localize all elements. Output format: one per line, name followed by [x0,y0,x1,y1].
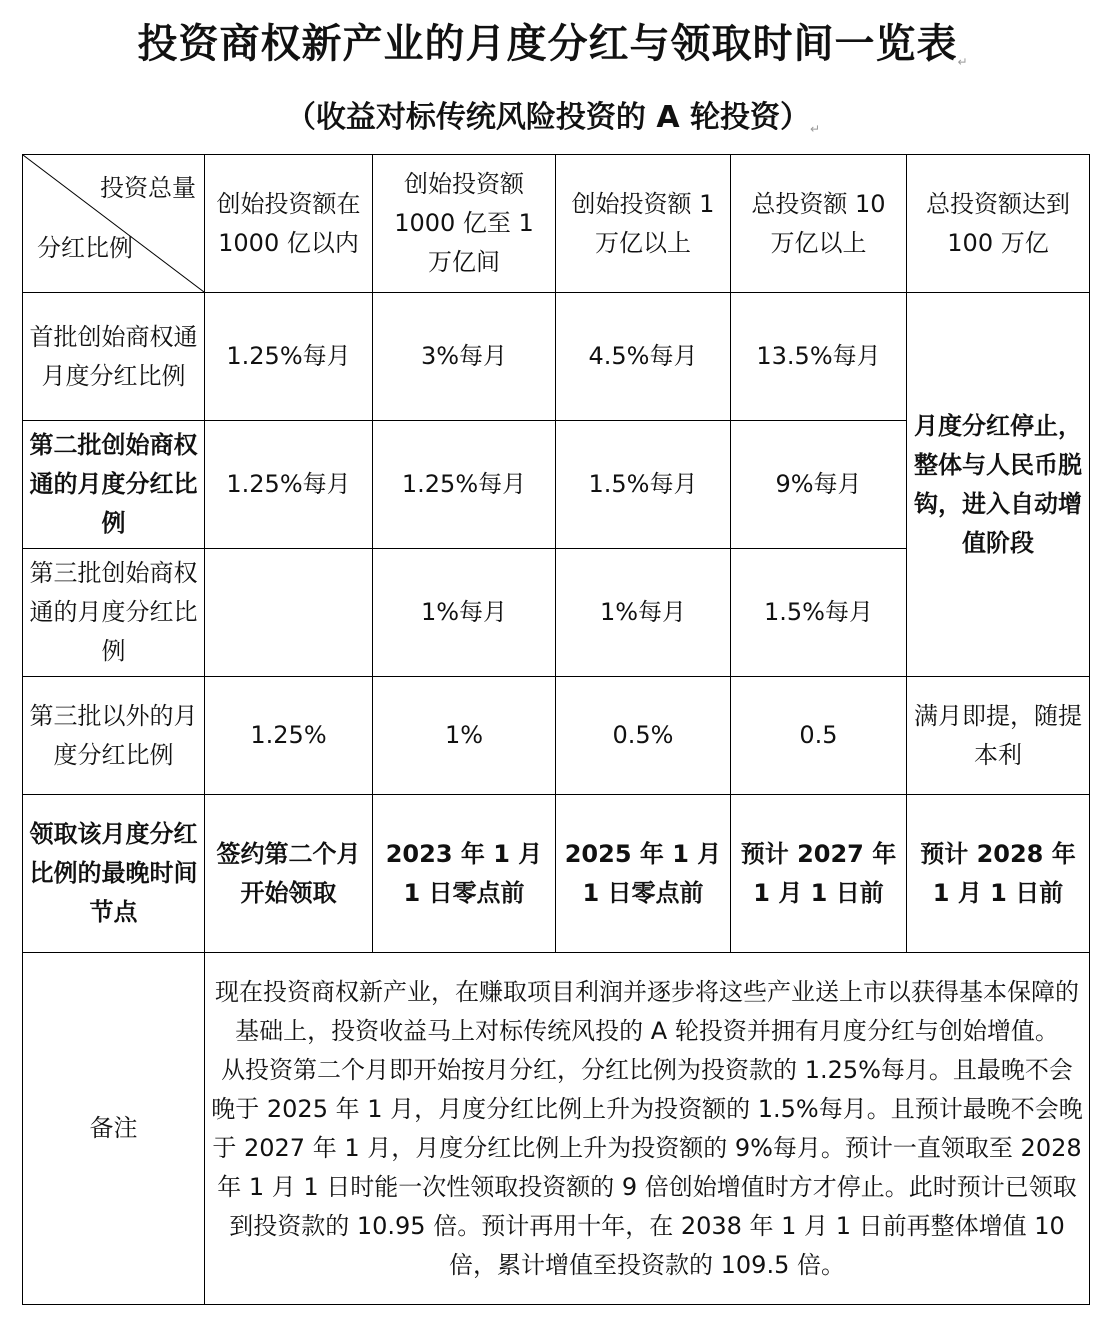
column-header: 创始投资额在 1000 亿以内 [205,155,373,293]
column-header: 总投资额达到 100 万亿 [907,155,1090,293]
corner-bottom-label: 分红比例 [37,234,133,262]
table-cell: 1.25%每月 [373,421,556,549]
column-header: 创始投资额 1000 亿至 1 万亿间 [373,155,556,293]
table-cell: 0.5% [556,677,731,795]
table-cell: 预计 2027 年 1 月 1 日前 [731,795,907,953]
remarks-text [205,953,1090,1305]
table-cell: 1.25%每月 [205,293,373,421]
table-row [23,293,1090,421]
remarks-label: 备注 [23,953,205,1305]
table-cell: 1.25%每月 [205,421,373,549]
corner-header-cell [23,155,205,293]
table-cell: 1% [373,677,556,795]
column-header: 创始投资额 1 万亿以上 [556,155,731,293]
row-label: 第三批创始商权通的月度分红比例 [23,549,205,677]
table-cell: 1.5%每月 [731,549,907,677]
table-row [23,795,1090,953]
table-cell: 0.5 [731,677,907,795]
table-cell: 1%每月 [556,549,731,677]
row-label: 第二批创始商权通的月度分红比例 [23,421,205,549]
table-cell: 9%每月 [731,421,907,549]
table-cell: 2025 年 1 月 1 日零点前 [556,795,731,953]
remarks-row [23,953,1090,1305]
table-cell: 2023 年 1 月 1 日零点前 [373,795,556,953]
row-label: 第三批以外的月度分红比例 [23,677,205,795]
dividend-table [22,154,1090,1305]
table-cell: 13.5%每月 [731,293,907,421]
table-cell: 签约第二个月开始领取 [205,795,373,953]
row-label: 领取该月度分红比例的最晚时间节点 [23,795,205,953]
page-title: 投资商权新产业的月度分红与领取时间一览表↵ [137,21,969,69]
table-cell: 满月即提，随提本利 [907,677,1090,795]
remarks-paragraph: 从投资第二个月即开始按月分红，分红比例为投资款的 1.25%每月。且最晚不会晚于 2025 年 1 月，月度分红比例上升为投资额的 1.5%每月。且预计最晚不会晚于 2027 年 1 月，月度分红比例上升为投资额的 9%每月。预计一直领取至 2028 年 1 月 1 日时能一次性领取投资额的 9 倍创始增值时方才停止。此时预计已领取到投资款的 10.95 倍。预计再用十年，在 2038 年 1 月 1 日前再整体增值 10 倍，累计增值至投资款的 109.5 倍。 [211,1055,1083,1279]
table-cell: 4.5%每月 [556,293,731,421]
table-cell: 1.5%每月 [556,421,731,549]
remarks-paragraph: 现在投资商权新产业，在赚取项目利润并逐步将这些产业送上市以获得基本保障的基础上，投资收益马上对标传统风投的 A 轮投资并拥有月度分红与创始增值。 [215,977,1079,1045]
table-cell [205,549,373,677]
table-cell: 预计 2028 年 1 月 1 日前 [907,795,1090,953]
table-row [23,677,1090,795]
table-cell: 1%每月 [373,549,556,677]
row-label: 首批创始商权通月度分红比例 [23,293,205,421]
column-header: 总投资额 10 万亿以上 [731,155,907,293]
table-cell: 3%每月 [373,293,556,421]
corner-top-label: 投资总量 [100,174,196,202]
table-cell: 1.25% [205,677,373,795]
table-header-row [23,155,1090,293]
page-subtitle: （收益对标传统风险投资的 A 轮投资）↵ [285,100,821,136]
merged-status-cell: 月度分红停止，整体与人民币脱钩，进入自动增值阶段 [907,293,1090,677]
